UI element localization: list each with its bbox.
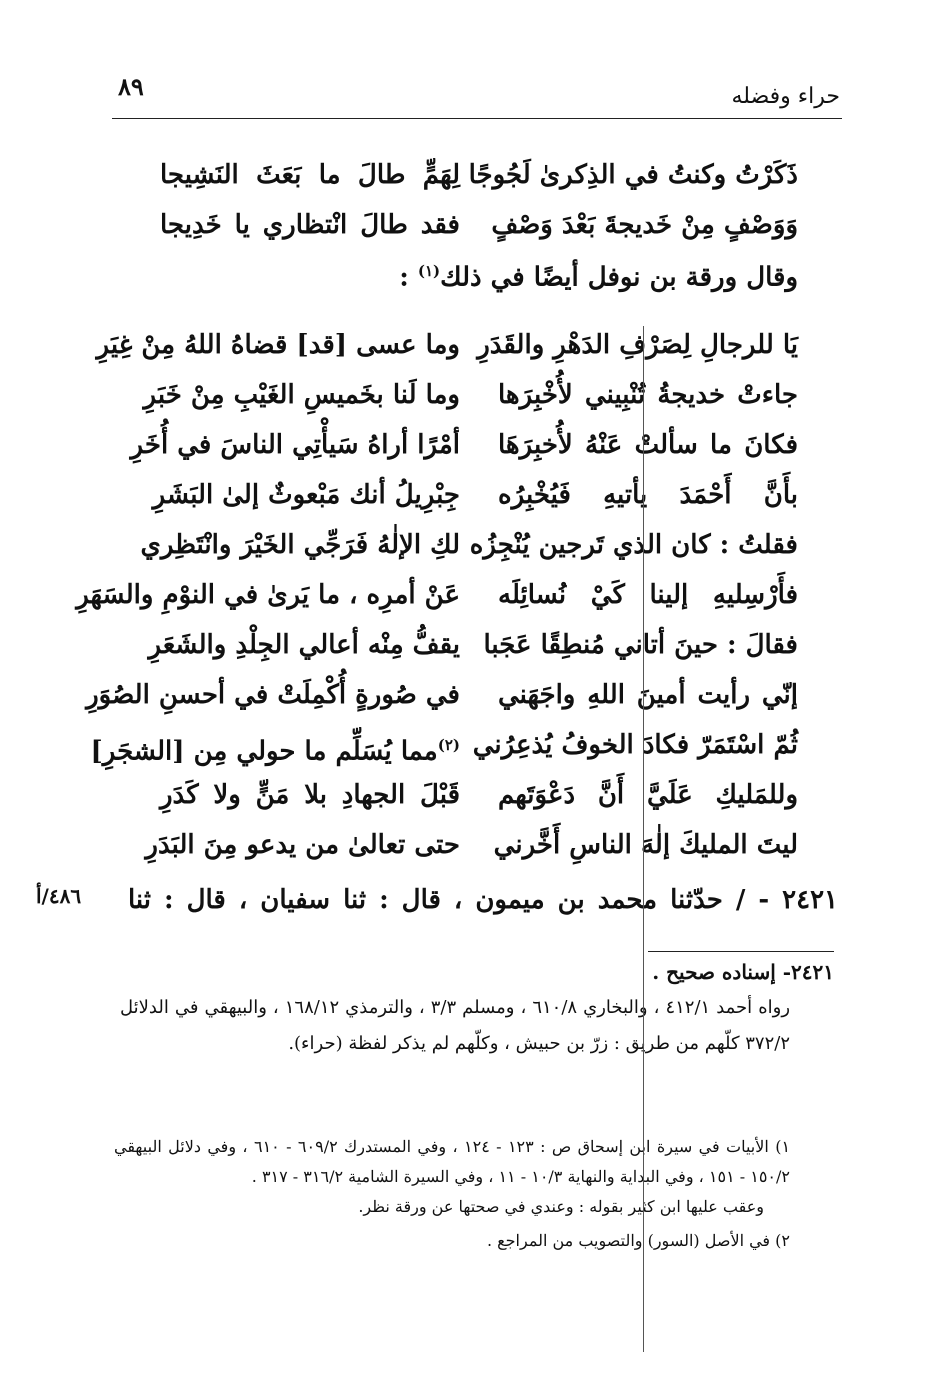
verse-second-hemistich: أمْرًا أراهُ سَيأْتِي الناسَ في أُخَرِ xyxy=(130,430,460,460)
footnote-1-comment: وعقب عليها ابن كثير بقوله : وعندي في صحتها عن ورقة نظر. xyxy=(358,1197,764,1216)
scan-artifact-line xyxy=(643,326,644,1352)
verse-second-hemistich: لِهَمٍّ طالَ ما بَعَثَ النَشِيجا xyxy=(160,160,460,190)
intro-tail: : xyxy=(399,262,418,293)
verse-first-hemistich: ثُمّ اسْتَمَرّ فكادَ الخوفُ يُذعِرُني xyxy=(472,730,798,760)
verse-first-hemistich: وللمَليكِ عَلَيَّ أَنَّ دَعْوَتَهم xyxy=(498,780,798,810)
footnote-1: ١) الأبيات في سيرة ابن إسحاق ص : ١٢٣ - ١٢٤ ، وفي المستدرك ٦٠٩/٢ - ٦١٠ ، وفي دلائل البيهقي ١٥٠/٢ - ١٥١ ، وفي البداية والنهاية ١٠/٣ - ١١ ، وفي السيرة الشامية ٣١٦/٢ - ٣١٧ . xyxy=(114,1137,791,1186)
intro-line xyxy=(399,262,798,293)
verse-first-hemistich: بأَنَّ أَحْمَدَ يأتيهِ فَيُخْبِرُه xyxy=(498,480,798,510)
verse-second-hemistich: وما عسى [قد] قضاهُ اللهُ مِنْ غِيَرِ xyxy=(96,330,460,360)
verse-first-hemistich: فكانَ ما سألتْ عَنْهُ لأُخبِرَهَا xyxy=(498,430,798,460)
running-head: حراء وفضله xyxy=(731,84,840,109)
verse-first-hemistich: وَوَصْفٍ مِنْ خَديجةَ بَعْدَ وَصْفٍ xyxy=(491,210,798,240)
verse-second-hemistich: جِبْرِيلُ أنك مَبْعوثٌ إلىٰ البَشَرِ xyxy=(152,480,460,510)
verse-first-hemistich: جاءتْ خديجةُ تُنْبِيني لأُخْبِرَها xyxy=(498,380,798,410)
verse-line xyxy=(160,770,798,820)
verse-line xyxy=(152,470,798,520)
verse-first-hemistich: يَا للرجالِ لِصَرْفِ الدَهْرِ والقَدَرِ xyxy=(477,330,798,360)
verse-line xyxy=(90,720,798,770)
footnote-2: ٢) في الأصل (السور) والتصويب من المراجع . xyxy=(486,1231,790,1250)
verse-line xyxy=(148,620,798,670)
verse-line xyxy=(130,420,798,470)
verse-first-hemistich: فقلتُ : كان الذي تَرجين يُنْجِزُه xyxy=(469,530,798,560)
verse-second-hemistich: عَنْ أمرِه ، ما يَرىٰ في النوْمِ والسَهَرِ xyxy=(76,580,460,610)
verse-first-hemistich: فأَرْسِليهِ إلينا كَيْ نُسائِلَه xyxy=(498,580,798,610)
verse-line xyxy=(143,370,798,420)
takhrij-text: رواه أحمد ٤١٢/١ ، والبخاري ٦١٠/٨ ، ومسلم ٣/٣ ، والترمذي ١٦٨/١٢ ، والبيهقي في الدلائل ٣٧٢/٢ كلّهم من طريق : زرّ بن حبيش ، وكلّهم لم يذكر لفظة (حراء). xyxy=(120,997,791,1054)
page-number: ٨٩ xyxy=(118,72,144,101)
footnote-rule xyxy=(648,951,834,952)
hadith-isnad-line: ٢٤٢١ - / حدّثنا محمد بن ميمون ، قال : ثنا سفيان ، قال : ثنا xyxy=(128,885,838,915)
verse-first-hemistich: فقالَ : حينَ أتاني مُنطِقًا عَجَبا xyxy=(483,630,798,660)
header-rule xyxy=(112,118,842,119)
verse-first-hemistich: إنّي رأيت أمينَ اللهِ واجَهَني xyxy=(498,680,798,710)
verse-line xyxy=(145,820,798,870)
verse-second-hemistich: قَبْلَ الجهادِ بلا مَنٍّ ولا كَدَرِ xyxy=(160,780,460,810)
footnotes xyxy=(114,1132,790,1256)
verse-line xyxy=(160,150,798,200)
verse-second-hemistich xyxy=(90,720,460,770)
verse-second-hemistich: فقد طالَ انْتظاري يا خَدِيجا xyxy=(160,210,460,240)
verse-second-hemistich: وما لَنا بخَميسِ الغَيْبِ مِنْ خَبَرِ xyxy=(143,380,460,410)
verse-second-hemistich: في صُورةٍ أُكْمِلَتْ في أحسنِ الصُوَرِ xyxy=(86,680,460,710)
verse-first-hemistich: ليتَ المليكَ إلٰهَ الناسِ أَخَّرني xyxy=(493,830,798,860)
verse-line xyxy=(76,570,798,620)
footnote-ref-1: (١) xyxy=(417,262,441,280)
verse-line xyxy=(96,320,798,370)
verse-line xyxy=(140,520,798,570)
verse-second-hemistich-text: مما يُسَلِّم ما حولي مِن [الشجَرِ] xyxy=(90,736,438,767)
verse-line xyxy=(160,200,798,250)
manuscript-folio-marker: ٤٨٦/أ xyxy=(36,884,82,908)
verse-second-hemistich: يقفُّ مِنْه أعالي الجِلْدِ والشَعَرِ xyxy=(148,630,460,660)
verse-second-hemistich: لكِ الإلٰهُ فَرَجِّي الخَيْرَ وانْتَظِري xyxy=(140,530,460,560)
takhrij-heading: ٢٤٢١- إسناده صحيح . xyxy=(652,960,834,984)
intro-text: وقال ورقة بن نوفل أيضًا في ذلك xyxy=(440,262,798,293)
footnote-ref-2: (٢) xyxy=(437,736,460,754)
verse-line xyxy=(86,670,798,720)
verse-first-hemistich: ذَكَرْتُ وكنتُ في الذِكرىٰ لَجُوجًا xyxy=(468,160,798,190)
verse-second-hemistich: حتى تعالىٰ من يدعو مِنَ البَدَرِ xyxy=(145,830,460,860)
